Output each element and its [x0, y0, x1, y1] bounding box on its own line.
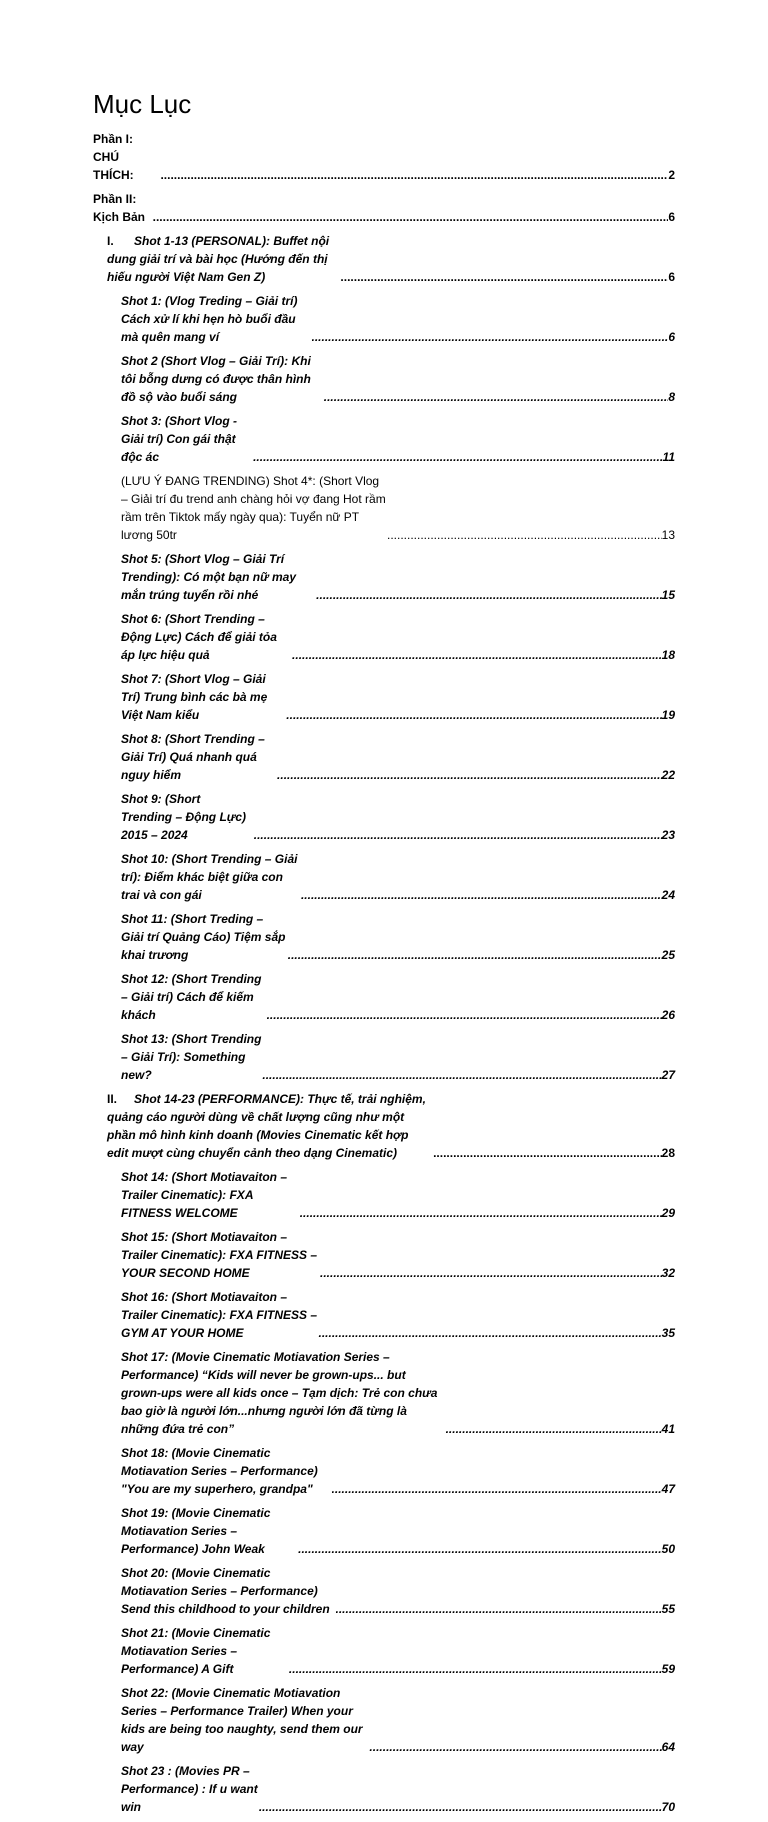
- toc-entry-section-1[interactable]: [93, 232, 675, 286]
- leader-dots: [298, 1540, 662, 1558]
- page-number: 15: [661, 588, 675, 602]
- leader-dots: [259, 1798, 662, 1816]
- page-title: Mục Lục: [93, 89, 192, 119]
- leader-dots: [289, 1660, 662, 1678]
- page-number: 25: [661, 948, 675, 962]
- leader-dots: [267, 1006, 662, 1024]
- page-number: 24: [661, 888, 675, 902]
- page-number: 32: [661, 1266, 675, 1280]
- page-number: 55: [661, 1602, 675, 1616]
- toc-entry-shot-14[interactable]: [93, 1168, 675, 1222]
- toc-entry-shot-8[interactable]: [93, 730, 675, 784]
- leader-dots: [253, 448, 662, 466]
- toc-entry-text: Shot 17: (Movie Cinematic Motiavation Series – Performance) “Kids will never be grown-ups... but grown-ups were all kids once – Tạm dịch: Trẻ con chưa bao giờ là người lớn...nhưng người lớn đã từng là những đứa trẻ con”: [121, 1350, 438, 1436]
- page-number: 18: [661, 648, 675, 662]
- page-number: 19: [661, 708, 675, 722]
- leader-dots: [160, 166, 668, 184]
- leader-dots: [340, 268, 668, 286]
- leader-dots: [286, 706, 661, 724]
- toc-entry-text: (LƯU Ý ĐANG TRENDING) Shot 4*: (Short Vlog – Giải trí đu trend anh chàng hỏi vợ đang Hot rầm rầm trên Tiktok mấy ngày qua): Tuyển nữ PT lương 50tr: [121, 474, 386, 542]
- toc-entry-shot-9[interactable]: [93, 790, 675, 844]
- toc-entry-text: Shot 10: (Short Trending – Giải trí): Điểm khác biệt giữa con trai và con gái: [121, 852, 298, 902]
- toc-entry-shot-10[interactable]: [93, 850, 675, 904]
- page-number: 50: [661, 1542, 675, 1556]
- page-number: 6: [668, 270, 675, 284]
- toc-entry-text: Shot 8: (Short Trending – Giải Trí) Quá nhanh quá nguy hiểm: [121, 732, 265, 782]
- toc-entry-shot-19[interactable]: [93, 1504, 675, 1558]
- page-number: 27: [661, 1068, 675, 1082]
- toc-entry-text: Shot 3: (Short Vlog - Giải trí) Con gái thật độc ác: [121, 414, 237, 464]
- toc-entry-text: Shot 19: (Movie Cinematic Motiavation Series – Performance) John Weak: [121, 1506, 271, 1556]
- toc-entry-text: Shot 18: (Movie Cinematic Motiavation Series – Performance) "You are my superhero, grandpa": [121, 1446, 318, 1496]
- leader-dots: [446, 1420, 662, 1438]
- toc-entry-text: Shot 13: (Short Trending – Giải Trí): Something new?: [121, 1032, 262, 1082]
- toc-entry-section-2[interactable]: [93, 1090, 675, 1162]
- page-number: 70: [661, 1800, 675, 1814]
- leader-dots: [300, 1204, 662, 1222]
- toc-entry-text: Shot 15: (Short Motiavaiton – Trailer Cinematic): FXA FITNESS – YOUR SECOND HOME: [121, 1230, 318, 1280]
- toc-entry-shot-17[interactable]: [93, 1348, 675, 1438]
- toc-entry-text: Shot 5: (Short Vlog – Giải Trí Trending): Có một bạn nữ may mắn trúng tuyển rồi nhé: [121, 552, 297, 602]
- toc-entry-part-1[interactable]: [93, 130, 675, 184]
- toc-entry-text: [107, 1090, 433, 1162]
- page-number: 41: [661, 1422, 675, 1436]
- leader-dots: [277, 766, 662, 784]
- toc-entry-shot-6[interactable]: [93, 610, 675, 664]
- page-number: 59: [661, 1662, 675, 1676]
- toc-entry-shot-22[interactable]: [93, 1684, 675, 1756]
- toc-entry-shot-2[interactable]: [93, 352, 675, 406]
- page-number: 6: [668, 330, 675, 344]
- toc-entry-shot-21[interactable]: [93, 1624, 675, 1678]
- toc-entry-shot-12[interactable]: [93, 970, 675, 1024]
- page-number: 35: [661, 1326, 675, 1340]
- leader-dots: [288, 946, 662, 964]
- toc-entry-shot-15[interactable]: [93, 1228, 675, 1282]
- toc-entry-shot-1[interactable]: [93, 292, 675, 346]
- page-number: 29: [661, 1206, 675, 1220]
- leader-dots: [312, 328, 669, 346]
- leader-dots: [369, 1738, 661, 1756]
- page-number: 23: [661, 828, 675, 842]
- page-number: 2: [668, 168, 675, 182]
- toc-entry-text: Phần I: CHÚ THÍCH:: [93, 132, 134, 182]
- toc-entry-text: [107, 232, 340, 286]
- toc-entry-shot-3[interactable]: [93, 412, 675, 466]
- toc-entry-shot-13[interactable]: [93, 1030, 675, 1084]
- leader-dots: [292, 646, 662, 664]
- toc-entry-text: Shot 1: (Vlog Treding – Giải trí) Cách xử lí khi hẹn hò buổi đầu mà quên mang ví: [121, 294, 298, 344]
- leader-dots: [324, 388, 669, 406]
- page-number: 47: [661, 1482, 675, 1496]
- toc-entry-text: Shot 14: (Short Motiavaiton – Trailer Cinematic): FXA FITNESS WELCOME: [121, 1170, 288, 1220]
- leader-dots: [254, 826, 662, 844]
- leader-dots: [320, 1264, 662, 1282]
- toc-entry-text: Shot 12: (Short Trending – Giải trí) Cách để kiếm khách: [121, 972, 262, 1022]
- toc-entry-shot-7[interactable]: [93, 670, 675, 724]
- toc-entry-text: Shot 23 : (Movies PR – Performance) : If u want win: [121, 1764, 258, 1814]
- section-number: I.: [107, 234, 114, 248]
- toc-entry-text: Shot 7: (Short Vlog – Giải Trí) Trung bình các bà mẹ Việt Nam kiểu: [121, 672, 268, 722]
- toc-entry-part-2[interactable]: [93, 190, 675, 226]
- page-number: 26: [661, 1008, 675, 1022]
- toc-entry-shot-18[interactable]: [93, 1444, 675, 1498]
- toc-entry-shot-5[interactable]: [93, 550, 675, 604]
- toc-entry-text: Phần II: Kịch Bản: [93, 192, 146, 224]
- section-number: II.: [107, 1092, 118, 1106]
- toc-entry-shot-4[interactable]: [93, 472, 675, 544]
- toc-entry-text: Shot 11: (Short Treding – Giải trí Quảng Cáo) Tiệm sắp khai trương: [121, 912, 286, 962]
- leader-dots: [387, 526, 662, 544]
- toc-entry-shot-11[interactable]: [93, 910, 675, 964]
- section-title: Shot 14-23 (PERFORMANCE): Thực tế, trải nghiệm, quảng cáo người dùng về chất lượng cũng như một phần mô hình kinh doanh (Movies Cinematic kết hợp edit mượt cùng chuyển cảnh theo dạng Cinematic): [107, 1092, 426, 1160]
- leader-dots: [301, 886, 662, 904]
- page-number: 11: [662, 450, 675, 464]
- page-number: 22: [661, 768, 675, 782]
- toc-entry-text: Shot 16: (Short Motiavaiton – Trailer Cinematic): FXA FITNESS – GYM AT YOUR HOME: [121, 1290, 318, 1340]
- leader-dots: [318, 1324, 661, 1342]
- leader-dots: [262, 1066, 661, 1084]
- toc-entry-text: Shot 21: (Movie Cinematic Motiavation Series – Performance) A Gift: [121, 1626, 271, 1676]
- page-number: 64: [661, 1740, 675, 1754]
- page-number: 28: [661, 1146, 675, 1160]
- toc-entry-text: Shot 9: (Short Trending – Động Lực) 2015 – 2024: [121, 792, 247, 842]
- leader-dots: [332, 1480, 662, 1498]
- page-number: 6: [668, 210, 675, 224]
- toc-entry-shot-23[interactable]: [93, 1762, 675, 1816]
- section-title: Shot 1-13 (PERSONAL): Buffet nội dung giải trí và bài học (Hướng đến thị hiếu người Việt Nam Gen Z): [107, 234, 330, 284]
- leader-dots: [433, 1144, 662, 1162]
- page-number: 13: [661, 528, 675, 542]
- leader-dots: [316, 586, 661, 604]
- page-number: 8: [668, 390, 675, 404]
- leader-dots: [336, 1600, 662, 1618]
- toc-entry-text: Shot 2 (Short Vlog – Giải Trí): Khi tôi bỗng dưng có được thân hình đồ sộ vào buổi sáng: [121, 354, 311, 404]
- leader-dots: [153, 208, 669, 226]
- table-of-contents: [93, 130, 675, 1822]
- toc-entry-text: Shot 22: (Movie Cinematic Motiavation Series – Performance Trailer) When your kids are being too naughty, send them our way: [121, 1686, 363, 1754]
- toc-entry-text: Shot 20: (Movie Cinematic Motiavation Series – Performance) Send this childhood to your children: [121, 1566, 330, 1616]
- toc-entry-text: Shot 6: (Short Trending – Động Lực) Cách để giải tỏa áp lực hiệu quả: [121, 612, 277, 662]
- toc-entry-shot-16[interactable]: [93, 1288, 675, 1342]
- toc-entry-shot-20[interactable]: [93, 1564, 675, 1618]
